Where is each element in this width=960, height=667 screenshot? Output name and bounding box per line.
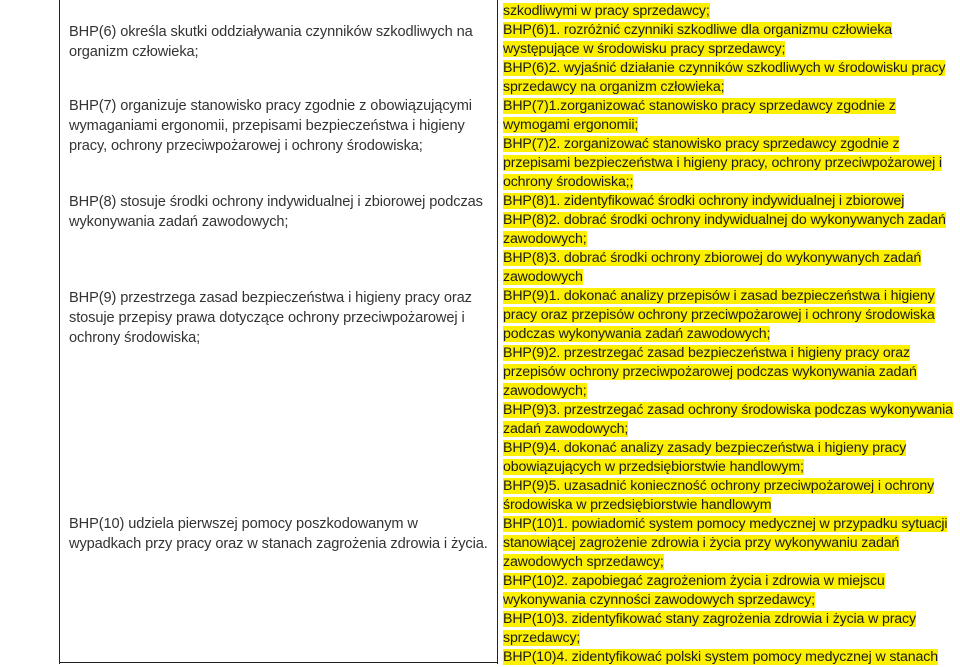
criteria-line (503, 173, 633, 192)
highlighted-text: BHP(7)2. zorganizować stanowisko pracy sprzedawcy zgodnie z (503, 136, 900, 152)
criteria-line (503, 420, 628, 439)
criteria-line (503, 610, 916, 629)
highlighted-text: obowiązujących w przedsiębiorstwie handlowym; (503, 459, 804, 475)
criteria-line (503, 648, 938, 667)
criteria-line (503, 515, 947, 534)
effect-bhp10: BHP(10) udziela pierwszej pomocy poszkodowanym w wypadkach przy pracy oraz w stanach zagrożenia zdrowia i życia. (69, 516, 488, 552)
highlighted-text: przepisów ochrony przeciwpożarowej podczas wykonywania zadań (503, 364, 917, 380)
highlighted-text: BHP(10)1. powiadomić system pomocy medycznej w przypadku sytuacji (503, 516, 948, 532)
highlighted-text: środowiska w przedsiębiorstwie handlowym (503, 497, 772, 513)
effect-bhp6: BHP(6) określa skutki oddziaływania czynników szkodliwych na organizm człowieka; (69, 24, 473, 60)
criteria-line (503, 97, 896, 116)
highlighted-text: BHP(8)3. dobrać środki ochrony zbiorowej do wykonywanych zadań (503, 250, 922, 266)
highlighted-text: BHP(9)4. dokonać analizy zasady bezpieczeństwa i higieny pracy (503, 440, 907, 456)
highlighted-text: sprzedawcy na organizm człowieka; (503, 79, 725, 95)
criteria-line (503, 116, 638, 135)
criteria-line (503, 59, 945, 78)
criteria-line (503, 458, 804, 477)
highlighted-text: BHP(7)1.zorganizować stanowisko pracy sprzedawcy zgodnie z (503, 98, 896, 114)
highlighted-text: zawodowych; (503, 231, 587, 247)
criteria-line (503, 325, 770, 344)
highlighted-text: BHP(10)2. zapobiegać zagrożeniom życia i zdrowia w miejscu (503, 573, 885, 589)
highlighted-text: BHP(8)1. zidentyfikować środki ochrony indywidualnej i zbiorowej (503, 193, 905, 209)
criteria-line (503, 135, 899, 154)
highlighted-text: pracy oraz przepisów ochrony przeciwpożarowej i ochrony środowiska (503, 307, 935, 323)
highlighted-text: BHP(10)3. zidentyfikować stany zagrożenia zdrowia i życia w pracy (503, 611, 916, 627)
criteria-line (503, 629, 580, 648)
highlighted-text: sprzedawcy; (503, 630, 581, 646)
effect-bhp9: BHP(9) przestrzega zasad bezpieczeństwa i higieny pracy oraz stosuje przepisy prawa dotyczące ochrony przeciwpożarowej i ochrony środowiska; (69, 290, 472, 346)
effect-bhp7: BHP(7) organizuje stanowisko pracy zgodnie z obowiązującymi wymaganiami ergonomii, przepisami bezpieczeństwa i higieny pracy, ochrony przeciwpożarowej i ochrony środowiska; (69, 98, 472, 154)
highlighted-text: zawodowych sprzedawcy; (503, 554, 664, 570)
highlighted-text: BHP(10)4. zidentyfikować polski system pomocy medycznej w stanach (503, 649, 938, 665)
criteria-line (503, 287, 935, 306)
criteria-line (503, 40, 785, 59)
criteria-line (503, 534, 899, 553)
highlighted-text: przepisami bezpieczeństwa i higieny pracy, ochrony przeciwpożarowej i (503, 155, 942, 171)
criteria-line (503, 78, 724, 97)
table-border-left (59, 0, 60, 664)
highlighted-text: BHP(9)3. przestrzegać zasad ochrony środowiska podczas wykonywania (503, 402, 953, 418)
highlighted-text: występujące w środowisku pracy sprzedawcy; (503, 41, 786, 57)
highlighted-text: zawodowych (503, 269, 583, 285)
criteria-line (503, 268, 583, 287)
criteria-line (503, 477, 934, 496)
highlighted-text: zadań zawodowych; (503, 421, 629, 437)
criteria-line (503, 439, 906, 458)
highlighted-text: BHP(9)1. dokonać analizy przepisów i zasad bezpieczeństwa i higieny (503, 288, 935, 304)
criteria-line (503, 344, 910, 363)
table-border-middle (497, 0, 498, 664)
criteria-line (503, 382, 587, 401)
effect-bhp8: BHP(8) stosuje środki ochrony indywidualnej i zbiorowej podczas wykonywania zadań zawodowych; (69, 194, 483, 230)
highlighted-text: BHP(9)2. przestrzegać zasad bezpieczeństwa i higieny pracy oraz (503, 345, 910, 361)
criteria-line (503, 306, 935, 325)
criteria-line (503, 230, 587, 249)
criteria-line (503, 591, 815, 610)
highlighted-text: stanowiącej zagrożenie zdrowia i życia przy wykonywaniu zadań (503, 535, 900, 551)
criteria-line (503, 572, 885, 591)
highlighted-text: szkodliwymi w pracy sprzedawcy; (503, 3, 710, 19)
highlighted-text: wymogami ergonomii; (503, 117, 639, 133)
criteria-line (503, 496, 771, 515)
criteria-line (503, 2, 710, 21)
highlighted-text: BHP(6)2. wyjaśnić działanie czynników szkodliwych w środowisku pracy (503, 60, 946, 76)
highlighted-text: BHP(9)5. uzasadnić konieczność ochrony przeciwpożarowej i ochrony (503, 478, 935, 494)
highlighted-text: wykonywania czynności zawodowych sprzedawcy; (503, 592, 815, 608)
highlighted-text: ochrony środowiska;; (503, 174, 634, 190)
highlighted-text: BHP(8)2. dobrać środki ochrony indywidualnej do wykonywanych zadań (503, 212, 946, 228)
criteria-line (503, 363, 917, 382)
criteria-line (503, 401, 953, 420)
criteria-line (503, 21, 892, 40)
criteria-line (503, 249, 921, 268)
left-cell-bottom-border (59, 662, 498, 663)
highlighted-text: podczas wykonywania zadań zawodowych; (503, 326, 771, 342)
highlighted-text: BHP(6)1. rozróżnić czynniki szkodliwe dla organizmu człowieka (503, 22, 893, 38)
criteria-line (503, 154, 942, 173)
highlighted-text: zawodowych; (503, 383, 587, 399)
criteria-line (503, 211, 946, 230)
criteria-line (503, 192, 904, 211)
criteria-line (503, 553, 664, 572)
